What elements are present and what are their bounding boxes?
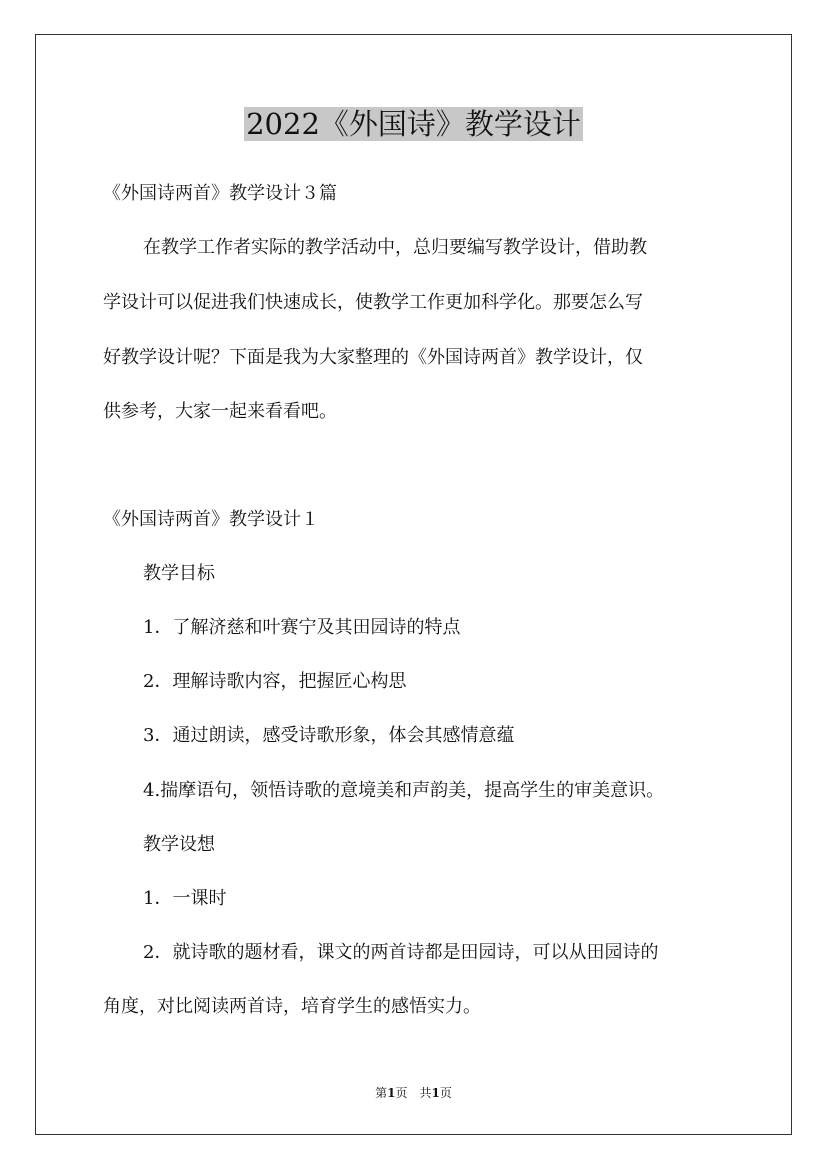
footer-mid: 页 共 [395,1086,432,1100]
objective-item: 2．理解诗歌内容，把握匠心构思 [143,671,407,692]
intro-line: 供参考，大家一起来看看吧。 [103,401,337,422]
ideas-heading: 教学设想 [143,834,215,855]
document-title-wrapper [0,104,827,144]
intro-line: 好教学设计呢？下面是我为大家整理的《外国诗两首》教学设计，仅 [103,347,643,368]
idea-item: 1．一课时 [143,888,227,909]
intro-line: 在教学工作者实际的教学活动中，总归要编写教学设计，借助教 [143,237,647,258]
objective-item: 4.揣摩语句，领悟诗歌的意境美和声韵美，提高学生的审美意识。 [143,780,665,801]
objective-item: 1．了解济慈和叶赛宁及其田园诗的特点 [143,617,461,638]
footer-prefix: 第 [375,1086,388,1100]
page-footer [0,1084,827,1101]
idea-item: 2．就诗歌的题材看，课文的两首诗都是田园诗，可以从田园诗的 [143,942,659,963]
objective-item: 3．通过朗读，感受诗歌形象，体会其感情意蕴 [143,725,515,746]
idea-item: 角度，对比阅读两首诗，培育学生的感悟实力。 [103,996,481,1017]
intro-line: 学设计可以促进我们快速成长，使教学工作更加科学化。那要怎么写 [103,292,643,313]
footer-page-num: 1 [387,1086,396,1100]
section-heading: 《外国诗两首》教学设计１ [103,509,319,530]
document-title: 2022《外国诗》教学设计 [246,107,581,141]
objectives-heading: 教学目标 [143,563,215,584]
subtitle: 《外国诗两首》教学设计３篇 [103,183,337,204]
footer-suffix: 页 [439,1086,452,1100]
footer-page-total: 1 [431,1086,440,1100]
